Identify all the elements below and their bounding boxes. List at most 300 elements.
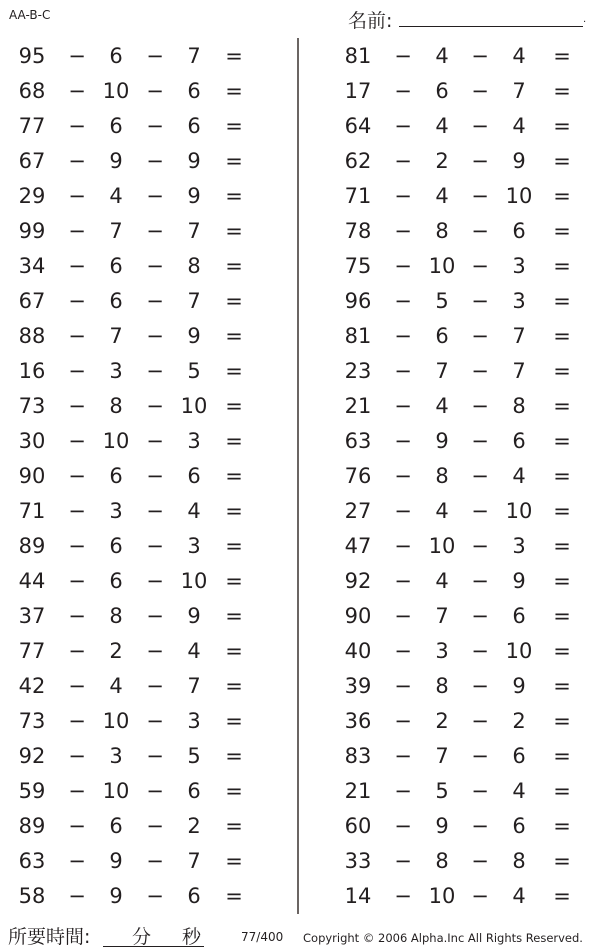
name-label: 名前: xyxy=(348,10,393,32)
equals-sign: = xyxy=(225,79,243,103)
minus-sign: − xyxy=(68,219,86,243)
subtrahend-2: 3 xyxy=(187,429,201,453)
minus-sign: − xyxy=(471,674,489,698)
minus-sign: − xyxy=(394,184,412,208)
equals-sign: = xyxy=(225,744,243,768)
subtrahend-2: 3 xyxy=(187,534,201,558)
subtrahend-2: 8 xyxy=(512,849,526,873)
subtrahend-1: 4 xyxy=(435,184,449,208)
minus-sign: − xyxy=(146,569,164,593)
minus-sign: − xyxy=(394,639,412,663)
subtrahend-1: 7 xyxy=(109,324,123,348)
minuend: 21 xyxy=(344,779,372,803)
minus-sign: − xyxy=(471,884,489,908)
minus-sign: − xyxy=(146,219,164,243)
minus-sign: − xyxy=(68,814,86,838)
equals-sign: = xyxy=(225,569,243,593)
minus-sign: − xyxy=(146,429,164,453)
subtrahend-1: 7 xyxy=(435,744,449,768)
subtrahend-1: 5 xyxy=(435,779,449,803)
equals-sign: = xyxy=(553,884,571,908)
subtrahend-1: 9 xyxy=(435,429,449,453)
minus-sign: − xyxy=(394,254,412,278)
minuend: 99 xyxy=(18,219,46,243)
equals-sign: = xyxy=(225,114,243,138)
minus-sign: − xyxy=(68,114,86,138)
minus-sign: − xyxy=(68,534,86,558)
minus-sign: − xyxy=(471,814,489,838)
subtrahend-1: 6 xyxy=(109,114,123,138)
minus-sign: − xyxy=(394,604,412,628)
subtrahend-2: 6 xyxy=(187,779,201,803)
minuend: 62 xyxy=(344,149,372,173)
minus-sign: − xyxy=(471,639,489,663)
equals-sign: = xyxy=(553,814,571,838)
minus-sign: − xyxy=(68,779,86,803)
subtrahend-2: 10 xyxy=(180,569,208,593)
minus-sign: − xyxy=(146,359,164,383)
equals-sign: = xyxy=(553,779,571,803)
minus-sign: − xyxy=(68,44,86,68)
subtrahend-2: 4 xyxy=(512,114,526,138)
subtrahend-1: 3 xyxy=(435,639,449,663)
equals-sign: = xyxy=(225,429,243,453)
minus-sign: − xyxy=(394,744,412,768)
subtrahend-2: 6 xyxy=(512,219,526,243)
subtrahend-1: 4 xyxy=(435,44,449,68)
minus-sign: − xyxy=(471,79,489,103)
subtrahend-2: 9 xyxy=(512,149,526,173)
subtrahend-1: 10 xyxy=(428,884,456,908)
minus-sign: − xyxy=(471,849,489,873)
minuend: 89 xyxy=(18,814,46,838)
page-number: 77/400 xyxy=(241,930,284,944)
minus-sign: − xyxy=(471,429,489,453)
minus-sign: − xyxy=(146,499,164,523)
minuend: 81 xyxy=(344,324,372,348)
minus-sign: − xyxy=(68,709,86,733)
subtrahend-1: 8 xyxy=(435,849,449,873)
equals-sign: = xyxy=(225,184,243,208)
minuend: 73 xyxy=(18,394,46,418)
subtrahend-1: 6 xyxy=(109,569,123,593)
equals-sign: = xyxy=(225,814,243,838)
minus-sign: − xyxy=(146,149,164,173)
subtrahend-2: 9 xyxy=(187,149,201,173)
equals-sign: = xyxy=(553,149,571,173)
minus-sign: − xyxy=(471,289,489,313)
equals-sign: = xyxy=(553,849,571,873)
subtrahend-2: 9 xyxy=(187,184,201,208)
minus-sign: − xyxy=(146,114,164,138)
subtrahend-2: 7 xyxy=(187,674,201,698)
minus-sign: − xyxy=(68,324,86,348)
minuend: 29 xyxy=(18,184,46,208)
minus-sign: − xyxy=(471,779,489,803)
minuend: 17 xyxy=(344,79,372,103)
minus-sign: − xyxy=(146,324,164,348)
subtrahend-2: 5 xyxy=(187,359,201,383)
equals-sign: = xyxy=(553,534,571,558)
subtrahend-1: 6 xyxy=(435,79,449,103)
minuend: 83 xyxy=(344,744,372,768)
subtrahend-2: 6 xyxy=(512,429,526,453)
minuend: 67 xyxy=(18,289,46,313)
subtrahend-2: 10 xyxy=(505,184,533,208)
minuend: 34 xyxy=(18,254,46,278)
minus-sign: − xyxy=(146,394,164,418)
minus-sign: − xyxy=(394,149,412,173)
minus-sign: − xyxy=(394,534,412,558)
equals-sign: = xyxy=(225,674,243,698)
minus-sign: − xyxy=(146,289,164,313)
minuend: 33 xyxy=(344,849,372,873)
minuend: 63 xyxy=(344,429,372,453)
copyright: Copyright © 2006 Alpha.Inc All Rights Reserved. xyxy=(303,931,583,945)
minuend: 81 xyxy=(344,44,372,68)
subtrahend-1: 9 xyxy=(109,849,123,873)
subtrahend-1: 9 xyxy=(435,814,449,838)
subtrahend-1: 4 xyxy=(109,674,123,698)
subtrahend-1: 3 xyxy=(109,499,123,523)
equals-sign: = xyxy=(553,639,571,663)
minus-sign: − xyxy=(68,604,86,628)
subtrahend-1: 6 xyxy=(435,324,449,348)
minuend: 14 xyxy=(344,884,372,908)
minus-sign: − xyxy=(471,219,489,243)
subtrahend-2: 7 xyxy=(187,849,201,873)
subtrahend-2: 6 xyxy=(187,79,201,103)
minus-sign: − xyxy=(394,499,412,523)
minus-sign: − xyxy=(471,569,489,593)
minus-sign: − xyxy=(471,254,489,278)
subtrahend-2: 8 xyxy=(512,394,526,418)
minus-sign: − xyxy=(68,884,86,908)
minus-sign: − xyxy=(68,674,86,698)
minuend: 59 xyxy=(18,779,46,803)
subtrahend-2: 6 xyxy=(187,884,201,908)
subtrahend-2: 7 xyxy=(187,289,201,313)
subtrahend-1: 10 xyxy=(428,534,456,558)
subtrahend-1: 9 xyxy=(109,884,123,908)
minus-sign: − xyxy=(68,184,86,208)
minuend: 76 xyxy=(344,464,372,488)
minuend: 78 xyxy=(344,219,372,243)
subtrahend-2: 9 xyxy=(512,569,526,593)
subtrahend-1: 4 xyxy=(435,394,449,418)
equals-sign: = xyxy=(553,254,571,278)
subtrahend-2: 4 xyxy=(187,639,201,663)
minus-sign: − xyxy=(394,569,412,593)
subtrahend-1: 6 xyxy=(109,254,123,278)
equals-sign: = xyxy=(225,464,243,488)
minus-sign: − xyxy=(471,534,489,558)
minus-sign: − xyxy=(394,79,412,103)
name-input-line[interactable] xyxy=(399,26,583,27)
minuend: 95 xyxy=(18,44,46,68)
subtrahend-1: 3 xyxy=(109,744,123,768)
minus-sign: − xyxy=(146,464,164,488)
subtrahend-2: 5 xyxy=(187,744,201,768)
subtrahend-2: 9 xyxy=(187,324,201,348)
subtrahend-2: 7 xyxy=(187,44,201,68)
minus-sign: − xyxy=(394,674,412,698)
minus-sign: − xyxy=(146,254,164,278)
subtrahend-1: 7 xyxy=(435,359,449,383)
minus-sign: − xyxy=(146,814,164,838)
minus-sign: − xyxy=(146,674,164,698)
equals-sign: = xyxy=(225,709,243,733)
subtrahend-1: 6 xyxy=(109,814,123,838)
equals-sign: = xyxy=(553,359,571,383)
equals-sign: = xyxy=(225,884,243,908)
minuend: 36 xyxy=(344,709,372,733)
minuend: 90 xyxy=(18,464,46,488)
subtrahend-1: 4 xyxy=(109,184,123,208)
minus-sign: − xyxy=(471,359,489,383)
subtrahend-2: 6 xyxy=(512,814,526,838)
minuend: 77 xyxy=(18,114,46,138)
subtrahend-1: 4 xyxy=(435,114,449,138)
subtrahend-2: 6 xyxy=(512,604,526,628)
minuend: 71 xyxy=(18,499,46,523)
minus-sign: − xyxy=(471,499,489,523)
minuend: 58 xyxy=(18,884,46,908)
minuend: 77 xyxy=(18,639,46,663)
equals-sign: = xyxy=(553,324,571,348)
equals-sign: = xyxy=(225,849,243,873)
equals-sign: = xyxy=(225,499,243,523)
minus-sign: − xyxy=(471,44,489,68)
minus-sign: − xyxy=(394,114,412,138)
equals-sign: = xyxy=(225,359,243,383)
subtrahend-1: 4 xyxy=(435,499,449,523)
subtrahend-2: 9 xyxy=(187,604,201,628)
equals-sign: = xyxy=(225,394,243,418)
equals-sign: = xyxy=(225,289,243,313)
subtrahend-1: 7 xyxy=(435,604,449,628)
subtrahend-1: 8 xyxy=(109,604,123,628)
equals-sign: = xyxy=(553,464,571,488)
minuend: 89 xyxy=(18,534,46,558)
minutes-label: 分 xyxy=(132,926,152,948)
subtrahend-1: 8 xyxy=(435,674,449,698)
minus-sign: − xyxy=(146,884,164,908)
minuend: 16 xyxy=(18,359,46,383)
minus-sign: − xyxy=(394,289,412,313)
minus-sign: − xyxy=(146,79,164,103)
subtrahend-1: 8 xyxy=(435,464,449,488)
minus-sign: − xyxy=(471,604,489,628)
equals-sign: = xyxy=(553,219,571,243)
seconds-label: 秒 xyxy=(182,926,202,948)
minus-sign: − xyxy=(471,709,489,733)
minuend: 96 xyxy=(344,289,372,313)
equals-sign: = xyxy=(553,289,571,313)
column-divider xyxy=(297,38,299,914)
subtrahend-1: 2 xyxy=(435,709,449,733)
minus-sign: − xyxy=(471,324,489,348)
subtrahend-1: 10 xyxy=(428,254,456,278)
subtrahend-1: 2 xyxy=(435,149,449,173)
subtrahend-2: 4 xyxy=(187,499,201,523)
minuend: 39 xyxy=(344,674,372,698)
subtrahend-2: 6 xyxy=(187,114,201,138)
subtrahend-1: 10 xyxy=(102,79,130,103)
equals-sign: = xyxy=(553,499,571,523)
subtrahend-1: 8 xyxy=(109,394,123,418)
minuend: 30 xyxy=(18,429,46,453)
subtrahend-2: 3 xyxy=(512,289,526,313)
minuend: 64 xyxy=(344,114,372,138)
equals-sign: = xyxy=(553,709,571,733)
subtrahend-1: 7 xyxy=(109,219,123,243)
subtrahend-1: 10 xyxy=(102,429,130,453)
subtrahend-2: 9 xyxy=(512,674,526,698)
minus-sign: − xyxy=(68,429,86,453)
equals-sign: = xyxy=(553,429,571,453)
minus-sign: − xyxy=(394,394,412,418)
subtrahend-2: 6 xyxy=(512,744,526,768)
minus-sign: − xyxy=(68,254,86,278)
subtrahend-2: 4 xyxy=(512,779,526,803)
equals-sign: = xyxy=(225,639,243,663)
minus-sign: − xyxy=(146,779,164,803)
minus-sign: − xyxy=(394,429,412,453)
equals-sign: = xyxy=(225,324,243,348)
subtrahend-1: 2 xyxy=(109,639,123,663)
subtrahend-2: 10 xyxy=(505,639,533,663)
subtrahend-1: 10 xyxy=(102,709,130,733)
subtrahend-2: 4 xyxy=(512,884,526,908)
subtrahend-2: 3 xyxy=(512,534,526,558)
equals-sign: = xyxy=(553,569,571,593)
minus-sign: − xyxy=(146,184,164,208)
minus-sign: − xyxy=(394,44,412,68)
minus-sign: − xyxy=(146,849,164,873)
subtrahend-2: 2 xyxy=(512,709,526,733)
equals-sign: = xyxy=(225,254,243,278)
minus-sign: − xyxy=(471,184,489,208)
minus-sign: − xyxy=(146,709,164,733)
minus-sign: − xyxy=(394,709,412,733)
minus-sign: − xyxy=(471,394,489,418)
minuend: 23 xyxy=(344,359,372,383)
minuend: 75 xyxy=(344,254,372,278)
subtrahend-1: 8 xyxy=(435,219,449,243)
subtrahend-2: 4 xyxy=(512,464,526,488)
minuend: 40 xyxy=(344,639,372,663)
subtrahend-2: 10 xyxy=(180,394,208,418)
minus-sign: − xyxy=(68,744,86,768)
minus-sign: − xyxy=(394,324,412,348)
subtrahend-2: 4 xyxy=(512,44,526,68)
equals-sign: = xyxy=(225,779,243,803)
equals-sign: = xyxy=(553,79,571,103)
minuend: 42 xyxy=(18,674,46,698)
minus-sign: − xyxy=(394,849,412,873)
minuend: 88 xyxy=(18,324,46,348)
minus-sign: − xyxy=(146,604,164,628)
subtrahend-1: 3 xyxy=(109,359,123,383)
minuend: 37 xyxy=(18,604,46,628)
worksheet-code: AA-B-C xyxy=(9,8,51,22)
minuend: 47 xyxy=(344,534,372,558)
minuend: 90 xyxy=(344,604,372,628)
subtrahend-2: 3 xyxy=(187,709,201,733)
minus-sign: − xyxy=(394,359,412,383)
minus-sign: − xyxy=(68,849,86,873)
minus-sign: − xyxy=(68,394,86,418)
subtrahend-2: 7 xyxy=(512,79,526,103)
minuend: 27 xyxy=(344,499,372,523)
minus-sign: − xyxy=(394,464,412,488)
minus-sign: − xyxy=(471,114,489,138)
minus-sign: − xyxy=(68,639,86,663)
subtrahend-2: 10 xyxy=(505,499,533,523)
minuend: 92 xyxy=(344,569,372,593)
name-end-mark: . xyxy=(583,14,587,25)
minus-sign: − xyxy=(68,569,86,593)
subtrahend-2: 6 xyxy=(187,464,201,488)
subtrahend-1: 10 xyxy=(102,779,130,803)
equals-sign: = xyxy=(225,149,243,173)
minuend: 21 xyxy=(344,394,372,418)
minus-sign: − xyxy=(68,464,86,488)
minus-sign: − xyxy=(68,499,86,523)
minus-sign: − xyxy=(146,744,164,768)
minuend: 92 xyxy=(18,744,46,768)
minuend: 63 xyxy=(18,849,46,873)
minus-sign: − xyxy=(68,289,86,313)
equals-sign: = xyxy=(553,44,571,68)
minus-sign: − xyxy=(471,149,489,173)
minuend: 60 xyxy=(344,814,372,838)
minus-sign: − xyxy=(471,464,489,488)
minuend: 71 xyxy=(344,184,372,208)
subtrahend-1: 6 xyxy=(109,44,123,68)
minus-sign: − xyxy=(68,359,86,383)
equals-sign: = xyxy=(553,674,571,698)
subtrahend-2: 7 xyxy=(187,219,201,243)
subtrahend-1: 6 xyxy=(109,534,123,558)
minus-sign: − xyxy=(146,639,164,663)
minus-sign: − xyxy=(394,219,412,243)
minuend: 67 xyxy=(18,149,46,173)
subtrahend-1: 6 xyxy=(109,464,123,488)
minuend: 73 xyxy=(18,709,46,733)
minus-sign: − xyxy=(394,814,412,838)
minuend: 44 xyxy=(18,569,46,593)
subtrahend-1: 9 xyxy=(109,149,123,173)
minus-sign: − xyxy=(146,534,164,558)
equals-sign: = xyxy=(553,184,571,208)
subtrahend-2: 3 xyxy=(512,254,526,278)
time-label: 所要時間: xyxy=(8,926,91,948)
subtrahend-2: 8 xyxy=(187,254,201,278)
equals-sign: = xyxy=(553,744,571,768)
equals-sign: = xyxy=(225,44,243,68)
subtrahend-1: 5 xyxy=(435,289,449,313)
equals-sign: = xyxy=(225,219,243,243)
minus-sign: − xyxy=(146,44,164,68)
equals-sign: = xyxy=(225,604,243,628)
minus-sign: − xyxy=(68,79,86,103)
subtrahend-1: 4 xyxy=(435,569,449,593)
subtrahend-1: 6 xyxy=(109,289,123,313)
minus-sign: − xyxy=(68,149,86,173)
subtrahend-2: 7 xyxy=(512,359,526,383)
